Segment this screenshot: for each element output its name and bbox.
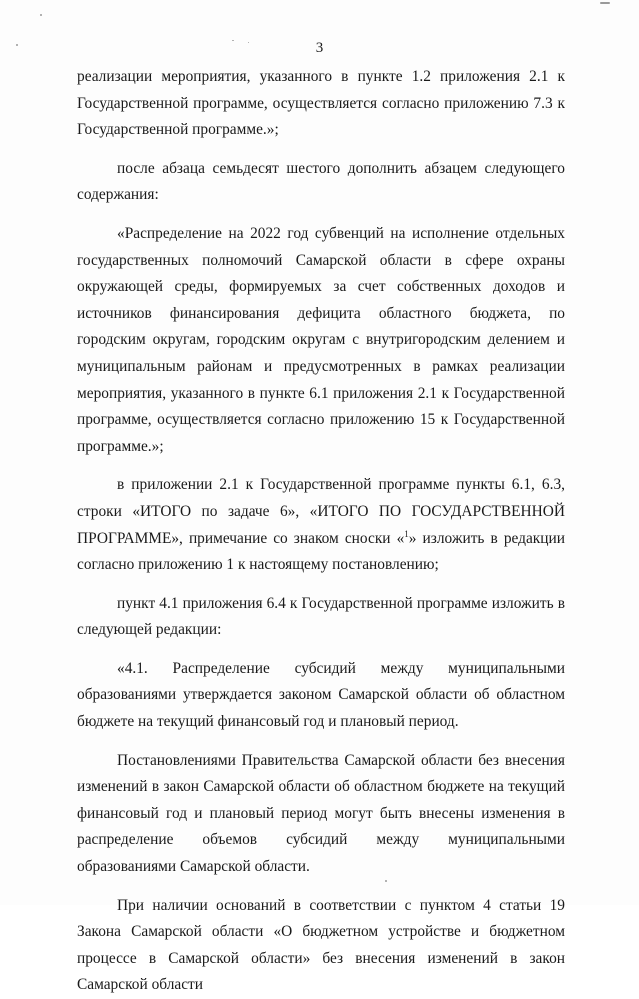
paragraph-text: » изложить в редакции согласно приложению 1 к настоящему постановлению; [77,529,565,574]
paragraph-text: в приложении 2.1 к Государственной программе пункты 6.1, 6.3, строки «ИТОГО по задаче 6», «ИТОГО ПО ГОСУДАРСТВЕННОЙ ПРОГРАММЕ», примечание со знаком сноски « [77,476,565,547]
page-number: 3 [315,40,324,56]
footnote-mark: 1 [404,528,409,539]
paragraph: При наличии оснований в соответствии с пунктом 4 статьи 19 Закона Самарской области «О бюджетном устройстве и бюджетном процессе в Самарской области» без внесения изменений в закон Самарской области [77,896,565,994]
paragraph: реализации мероприятия, указанного в пункте 1.2 приложения 2.1 к Государственной программе, осуществляется согласно приложению 7.3 к Государственной программе.»; [77,68,565,139]
paragraph [77,472,565,578]
scan-speck [40,14,42,16]
scan-speck [600,2,610,4]
paragraph: «4.1. Распределение субсидий между муниципальными образованиями утверждается законом Самарской области об областном бюджете на текущий финансовый год и плановый период. [77,659,565,731]
paragraph: Постановлениями Правительства Самарской области без внесения изменений в закон Самарской области об областном бюджете на текущий финансовый год и плановый период могут быть внесены изменения в распределение объемов субсидий между муниципальными образованиями Самарской области. [77,751,565,876]
paragraph: «Распределение на 2022 год субвенций на исполнение отдельных государственных полномочий Самарской области в сфере охраны окружающей среды, формируемых за счет собственных доходов и источников финансирования дефицита областного бюджета, по городским округам, городским округам с внутригородским делением и муниципальным районам и предусмотренных в рамках реализации мероприятия, указанного в пункте 6.1 приложения 2.1 к Государственной программе, осуществляется согласно приложению 15 к Государственной программе.»; [77,224,565,455]
document-body [77,64,565,999]
paragraph: после абзаца семьдесят шестого дополнить абзацем следующего содержания: [77,159,565,204]
paragraph: пункт 4.1 приложения 6.4 к Государственной программе изложить в следующей редакции: [77,594,565,639]
